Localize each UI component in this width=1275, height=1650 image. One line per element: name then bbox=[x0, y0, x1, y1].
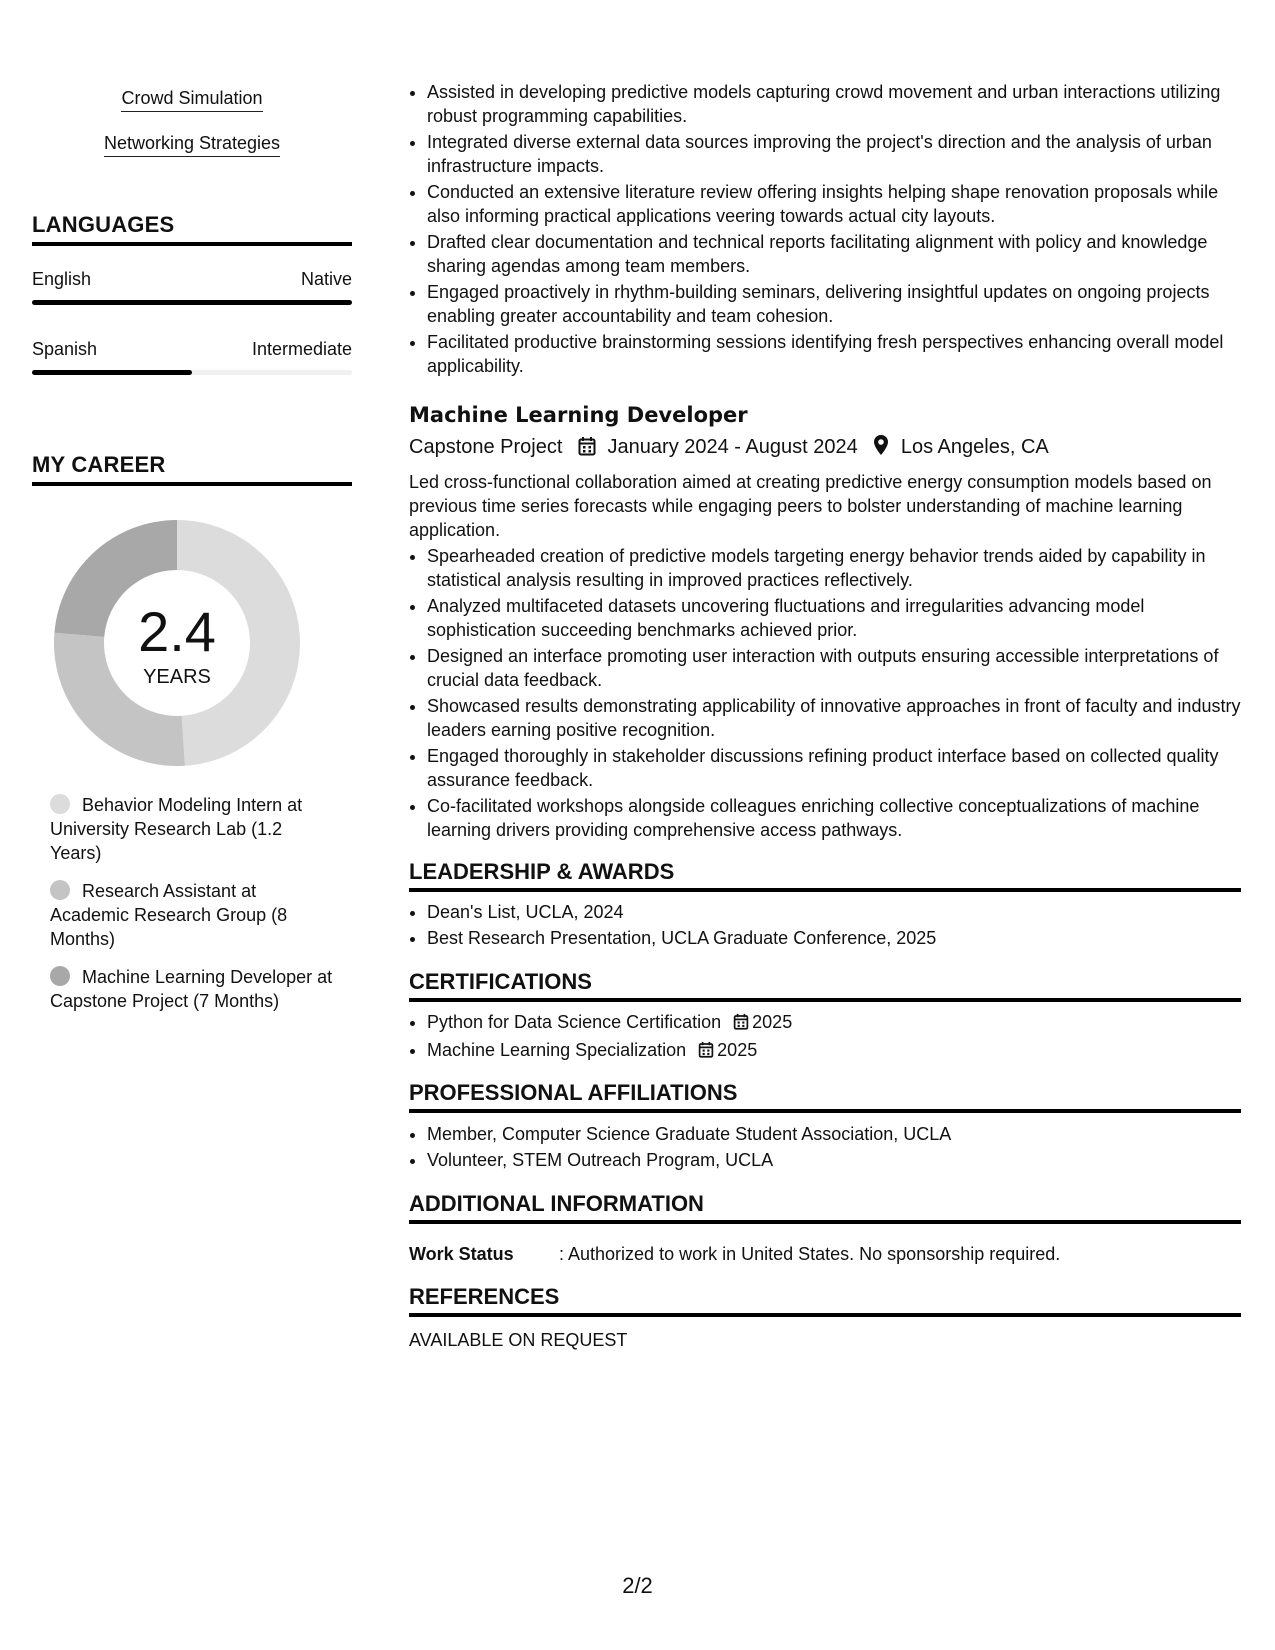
language-name: English bbox=[32, 269, 92, 289]
location-pin-icon bbox=[873, 434, 889, 463]
list-item: • Engaged proactively in rhythm-building seminars, delivering insightful updates on ongoing projects enabling greater accountability and team cohesion. bbox=[427, 280, 1241, 328]
career-total-value: 2.4 bbox=[138, 600, 216, 663]
language-proficiency-fill bbox=[32, 370, 192, 375]
certifications-list bbox=[409, 1010, 1241, 1066]
list-item: • Analyzed multifaceted datasets uncovering fluctuations and irregularities advancing model sophistication succeeding benchmarks achieved prior. bbox=[427, 594, 1241, 642]
list-item: • Designed an interface promoting user interaction with outputs ensuring accessible interpretations of crucial data feedback. bbox=[427, 644, 1241, 692]
awards-heading: LEADERSHIP & AWARDS bbox=[409, 860, 1241, 892]
list-item: • Co-facilitated workshops alongside colleagues enriching collective conceptualizations of machine learning drivers providing comprehensive access pathways. bbox=[427, 794, 1241, 842]
legend-dot bbox=[50, 794, 70, 814]
list-item: • Facilitated productive brainstorming sessions identifying fresh perspectives enhancing overall model applicability. bbox=[427, 330, 1241, 378]
career-legend-item: Machine Learning Developer at Capstone Project (7 Months) bbox=[50, 967, 333, 1011]
list-item: • Drafted clear documentation and technical reports facilitating alignment with policy and knowledge sharing agendas among team members. bbox=[427, 230, 1241, 278]
legend-dot bbox=[50, 966, 70, 986]
language-level: Native bbox=[300, 269, 352, 289]
affiliations-list bbox=[409, 1122, 1241, 1174]
languages-heading: LANGUAGES bbox=[32, 213, 352, 246]
list-item: • Machine Learning Specialization 2025 bbox=[427, 1038, 1241, 1064]
list-item: • Spearheaded creation of predictive models targeting energy behavior trends aided by capability in statistical analysis resulting in improved practices reflectively. bbox=[427, 544, 1241, 592]
list-item: • Showcased results demonstrating applicability of innovative approaches in front of faculty and industry leaders earning positive recognition. bbox=[427, 694, 1241, 742]
language-name: Spanish bbox=[32, 339, 98, 359]
page-number: 2/2 bbox=[622, 1573, 653, 1598]
job-bullets bbox=[409, 544, 1241, 844]
legend-dot bbox=[50, 880, 70, 900]
skill-networking-strategies[interactable]: Networking Strategies bbox=[32, 132, 352, 157]
list-item: • Best Research Presentation, UCLA Graduate Conference, 2025 bbox=[427, 926, 1241, 950]
references-heading: REFERENCES bbox=[409, 1285, 1241, 1317]
certification-year: 2025 bbox=[752, 1012, 793, 1032]
list-item: • Member, Computer Science Graduate Student Association, UCLA bbox=[427, 1122, 1241, 1146]
work-status-row bbox=[409, 1243, 1060, 1265]
list-item: • Conducted an extensive literature review offering insights helping shape renovation proposals while also informing practical applications veering towards actual city layouts. bbox=[427, 180, 1241, 228]
career-legend-item: Behavior Modeling Intern at University Research Lab (1.2 Years) bbox=[50, 795, 303, 863]
certification-year: 2025 bbox=[717, 1040, 758, 1060]
list-item: • Dean's List, UCLA, 2024 bbox=[427, 900, 1241, 924]
job-summary: Led cross-functional collaboration aimed at creating predictive energy consumption models based on previous time series forecasts while engaging peers to bolster understanding of machine learning application. bbox=[409, 472, 1212, 540]
career-donut-chart bbox=[54, 520, 300, 766]
list-item: • Volunteer, STEM Outreach Program, UCLA bbox=[427, 1148, 1241, 1172]
career-total-unit: YEARS bbox=[143, 666, 211, 688]
job-title: Machine Learning Developer bbox=[409, 403, 748, 427]
list-item: • Engaged thoroughly in stakeholder discussions refining product interface based on collected quality assurance feedback. bbox=[427, 744, 1241, 792]
language-proficiency-fill bbox=[32, 300, 352, 305]
work-status-label: Work Status bbox=[409, 1244, 514, 1264]
awards-list bbox=[409, 900, 1241, 952]
job-meta bbox=[409, 434, 1049, 463]
calendar-icon bbox=[733, 1012, 749, 1036]
calendar-icon bbox=[578, 436, 596, 463]
job-company: Capstone Project bbox=[409, 436, 563, 458]
calendar-icon bbox=[698, 1040, 714, 1064]
additional-info-heading: ADDITIONAL INFORMATION bbox=[409, 1192, 1241, 1224]
language-level: Intermediate bbox=[251, 339, 352, 359]
previous-job-bullets bbox=[409, 80, 1241, 380]
affiliations-heading: PROFESSIONAL AFFILIATIONS bbox=[409, 1081, 1241, 1113]
work-status-value: : Authorized to work in United States. No sponsorship required. bbox=[559, 1244, 1061, 1264]
career-legend-item: Research Assistant at Academic Research Group (8 Months) bbox=[50, 881, 288, 949]
career-heading: MY CAREER bbox=[32, 453, 352, 486]
job-dates: January 2024 - August 2024 bbox=[607, 436, 858, 458]
language-proficiency-bar-english bbox=[32, 300, 352, 305]
list-item: • Assisted in developing predictive models capturing crowd movement and urban interactions utilizing robust programming capabilities. bbox=[427, 80, 1241, 128]
certifications-heading: CERTIFICATIONS bbox=[409, 970, 1241, 1002]
list-item: • Python for Data Science Certification 2025 bbox=[427, 1010, 1241, 1036]
job-location: Los Angeles, CA bbox=[900, 436, 1049, 458]
language-proficiency-bar-spanish bbox=[32, 370, 352, 375]
skill-crowd-simulation[interactable]: Crowd Simulation bbox=[32, 87, 352, 112]
references-text: AVAILABLE ON REQUEST bbox=[409, 1330, 628, 1350]
list-item: • Integrated diverse external data sources improving the project's direction and the analysis of urban infrastructure impacts. bbox=[427, 130, 1241, 178]
